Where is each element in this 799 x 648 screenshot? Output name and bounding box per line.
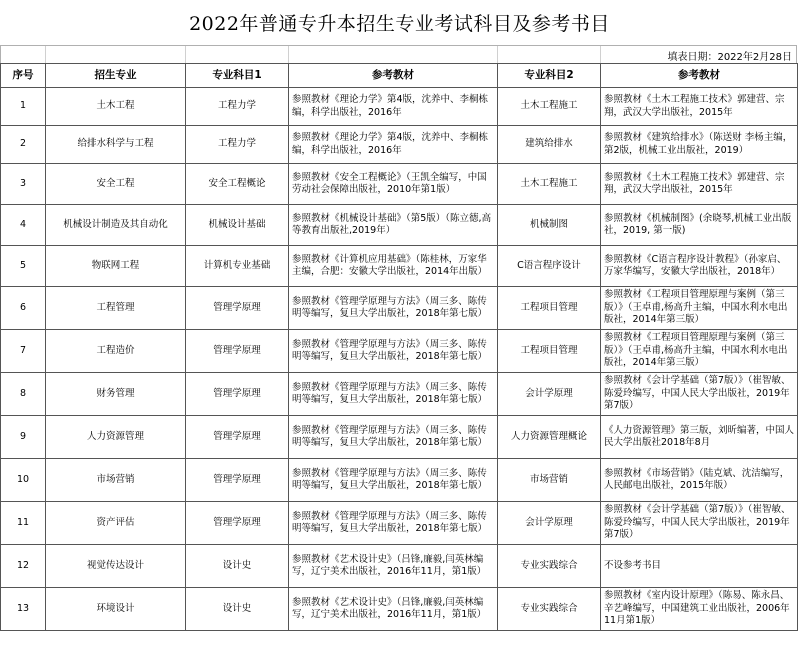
row-textbook1-cell: 参照教材《管理学原理与方法》（周三多、陈传明等编写，复旦大学出版社，2018年第七版）: [289, 502, 498, 545]
table-row: [1, 205, 798, 246]
row-subject1-cell: 管理学原理: [186, 287, 289, 330]
row-index-cell: 2: [1, 126, 46, 164]
grid-line: [45, 46, 46, 64]
row-index-cell: 3: [1, 164, 46, 205]
row-major-cell: 环境设计: [46, 588, 186, 631]
row-textbook1-cell: 参照教材《理论力学》第4版，沈养中、李桐栋编，科学出版社，2016年: [289, 126, 498, 164]
fill-date-row: [0, 45, 797, 64]
row-major-cell: 物联网工程: [46, 246, 186, 287]
table-row: [1, 88, 798, 126]
row-subject1-cell: 工程力学: [186, 88, 289, 126]
col-header-subject1: 专业科目1: [186, 64, 289, 88]
row-textbook2-cell: 参照教材《C语言程序设计教程》（孙家启、万家华编写，安徽大学出版社，2018年）: [601, 246, 798, 287]
row-subject2-cell: 土木工程施工: [498, 164, 601, 205]
header-row: [1, 64, 798, 88]
row-textbook1-cell: 参照教材《计算机应用基础》（陈桂林，万家华主编，合肥：安徽大学出版社，2014年出版）: [289, 246, 498, 287]
row-major-cell: 人力资源管理: [46, 416, 186, 459]
row-textbook1-cell: 参照教材《管理学原理与方法》（周三多、陈传明等编写，复旦大学出版社，2018年第七版）: [289, 459, 498, 502]
table-row: [1, 164, 798, 205]
row-major-cell: 资产评估: [46, 502, 186, 545]
table-row: [1, 502, 798, 545]
row-major-cell: 给排水科学与工程: [46, 126, 186, 164]
row-subject1-cell: 设计史: [186, 545, 289, 588]
row-subject1-cell: 管理学原理: [186, 373, 289, 416]
grid-line: [288, 46, 289, 64]
row-index-cell: 10: [1, 459, 46, 502]
row-subject2-cell: 人力资源管理概论: [498, 416, 601, 459]
row-major-cell: 安全工程: [46, 164, 186, 205]
row-subject1-cell: 设计史: [186, 588, 289, 631]
row-subject2-cell: 会计学原理: [498, 502, 601, 545]
grid-line: [497, 46, 498, 64]
row-index-cell: 11: [1, 502, 46, 545]
row-textbook1-cell: 参照教材《艺术设计史》（吕锋,廉毅,闫英林编写，辽宁美术出版社，2016年11月，第1版）: [289, 545, 498, 588]
row-textbook1-cell: 参照教材《管理学原理与方法》（周三多、陈传明等编写，复旦大学出版社，2018年第七版）: [289, 416, 498, 459]
table-row: [1, 459, 798, 502]
row-subject1-cell: 机械设计基础: [186, 205, 289, 246]
subjects-table: [0, 63, 798, 631]
row-textbook1-cell: 参照教材《安全工程概论》（王凯全编写，中国劳动社会保障出版社，2010年第1版）: [289, 164, 498, 205]
col-header-major: 招生专业: [46, 64, 186, 88]
row-textbook2-cell: 不设参考书目: [601, 545, 798, 588]
row-subject2-cell: 会计学原理: [498, 373, 601, 416]
row-textbook1-cell: 参照教材《管理学原理与方法》（周三多、陈传明等编写，复旦大学出版社，2018年第七版）: [289, 330, 498, 373]
row-index-cell: 6: [1, 287, 46, 330]
sheet-title: 2022年普通专升本招生专业考试科目及参考书目: [189, 13, 610, 35]
row-major-cell: 市场营销: [46, 459, 186, 502]
row-index-cell: 4: [1, 205, 46, 246]
row-textbook2-cell: 参照教材《建筑给排水》（陈送财 李杨主编，第2版，机械工业出版社，2019）: [601, 126, 798, 164]
row-major-cell: 土木工程: [46, 88, 186, 126]
row-subject2-cell: 建筑给排水: [498, 126, 601, 164]
row-index-cell: 9: [1, 416, 46, 459]
row-subject1-cell: 工程力学: [186, 126, 289, 164]
table-row: [1, 126, 798, 164]
row-subject1-cell: 安全工程概论: [186, 164, 289, 205]
row-textbook1-cell: 参照教材《机械设计基础》（第5版）（陈立德,高等教育出版社,2019年）: [289, 205, 498, 246]
row-index-cell: 1: [1, 88, 46, 126]
row-major-cell: 视觉传达设计: [46, 545, 186, 588]
row-subject1-cell: 计算机专业基础: [186, 246, 289, 287]
row-major-cell: 机械设计制造及其自动化: [46, 205, 186, 246]
row-textbook1-cell: 参照教材《管理学原理与方法》（周三多、陈传明等编写，复旦大学出版社，2018年第七版）: [289, 373, 498, 416]
row-textbook1-cell: 参照教材《管理学原理与方法》（周三多、陈传明等编写，复旦大学出版社，2018年第七版）: [289, 287, 498, 330]
row-subject1-cell: 管理学原理: [186, 459, 289, 502]
col-header-textbook1: 参考教材: [289, 64, 498, 88]
row-index-cell: 8: [1, 373, 46, 416]
row-subject2-cell: 专业实践综合: [498, 588, 601, 631]
row-index-cell: 13: [1, 588, 46, 631]
row-textbook2-cell: 参照教材《机械制图》(余晓琴,机械工业出版社，2019, 第一版): [601, 205, 798, 246]
row-textbook2-cell: 参照教材《会计学基础（第7版）》（崔智敏、陈爱玲编写，中国人民大学出版社，2019年第7版）: [601, 373, 798, 416]
fill-date: 填表日期：2022年2月28日: [667, 52, 792, 63]
table-row: [1, 545, 798, 588]
row-textbook2-cell: 参照教材《会计学基础（第7版）》（崔智敏、陈爱玲编写，中国人民大学出版社，2019年第7版）: [601, 502, 798, 545]
row-subject2-cell: 市场营销: [498, 459, 601, 502]
col-header-index: 序号: [1, 64, 46, 88]
row-index-cell: 7: [1, 330, 46, 373]
row-subject1-cell: 管理学原理: [186, 330, 289, 373]
row-textbook2-cell: 参照教材《工程项目管理原理与案例（第三版）》（王卓甫,杨高升主编，中国水利水电出版社，2014年第三版）: [601, 287, 798, 330]
table-row: [1, 373, 798, 416]
table-row: [1, 246, 798, 287]
col-header-textbook2: 参考教材: [601, 64, 798, 88]
grid-line: [185, 46, 186, 64]
row-textbook2-cell: 参照教材《土木工程施工技术》郭建营、宗翔，武汉大学出版社，2015年: [601, 164, 798, 205]
row-subject2-cell: 土木工程施工: [498, 88, 601, 126]
row-textbook1-cell: 参照教材《理论力学》第4版，沈养中、李桐栋编，科学出版社，2016年: [289, 88, 498, 126]
row-subject2-cell: C语言程序设计: [498, 246, 601, 287]
row-subject2-cell: 工程项目管理: [498, 330, 601, 373]
row-textbook2-cell: 参照教材《工程项目管理原理与案例（第三版）》（王卓甫,杨高升主编，中国水利水电出版社，2014年第三版）: [601, 330, 798, 373]
row-index-cell: 12: [1, 545, 46, 588]
row-subject2-cell: 专业实践综合: [498, 545, 601, 588]
table-row: [1, 416, 798, 459]
row-major-cell: 工程管理: [46, 287, 186, 330]
row-index-cell: 5: [1, 246, 46, 287]
row-textbook2-cell: 参照教材《室内设计原理》（陈易、陈永昌、辛艺峰编写，中国建筑工业出版社，2006年11月第1版）: [601, 588, 798, 631]
row-subject2-cell: 机械制图: [498, 205, 601, 246]
row-major-cell: 财务管理: [46, 373, 186, 416]
table-row: [1, 330, 798, 373]
row-textbook1-cell: 参照教材《艺术设计史》（吕锋,廉毅,闫英林编写，辽宁美术出版社，2016年11月，第1版）: [289, 588, 498, 631]
row-subject2-cell: 工程项目管理: [498, 287, 601, 330]
row-subject1-cell: 管理学原理: [186, 416, 289, 459]
row-major-cell: 工程造价: [46, 330, 186, 373]
table-row: [1, 588, 798, 631]
row-textbook2-cell: 参照教材《市场营销》（陆克斌、沈洁编写，人民邮电出版社，2015年版）: [601, 459, 798, 502]
grid-line: [600, 46, 601, 64]
table-row: [1, 287, 798, 330]
row-subject1-cell: 管理学原理: [186, 502, 289, 545]
col-header-subject2: 专业科目2: [498, 64, 601, 88]
row-textbook2-cell: 参照教材《土木工程施工技术》郭建营、宗翔，武汉大学出版社，2015年: [601, 88, 798, 126]
row-textbook2-cell: 《人力资源管理》第三版，刘昕编著，中国人民大学出版社2018年8月: [601, 416, 798, 459]
